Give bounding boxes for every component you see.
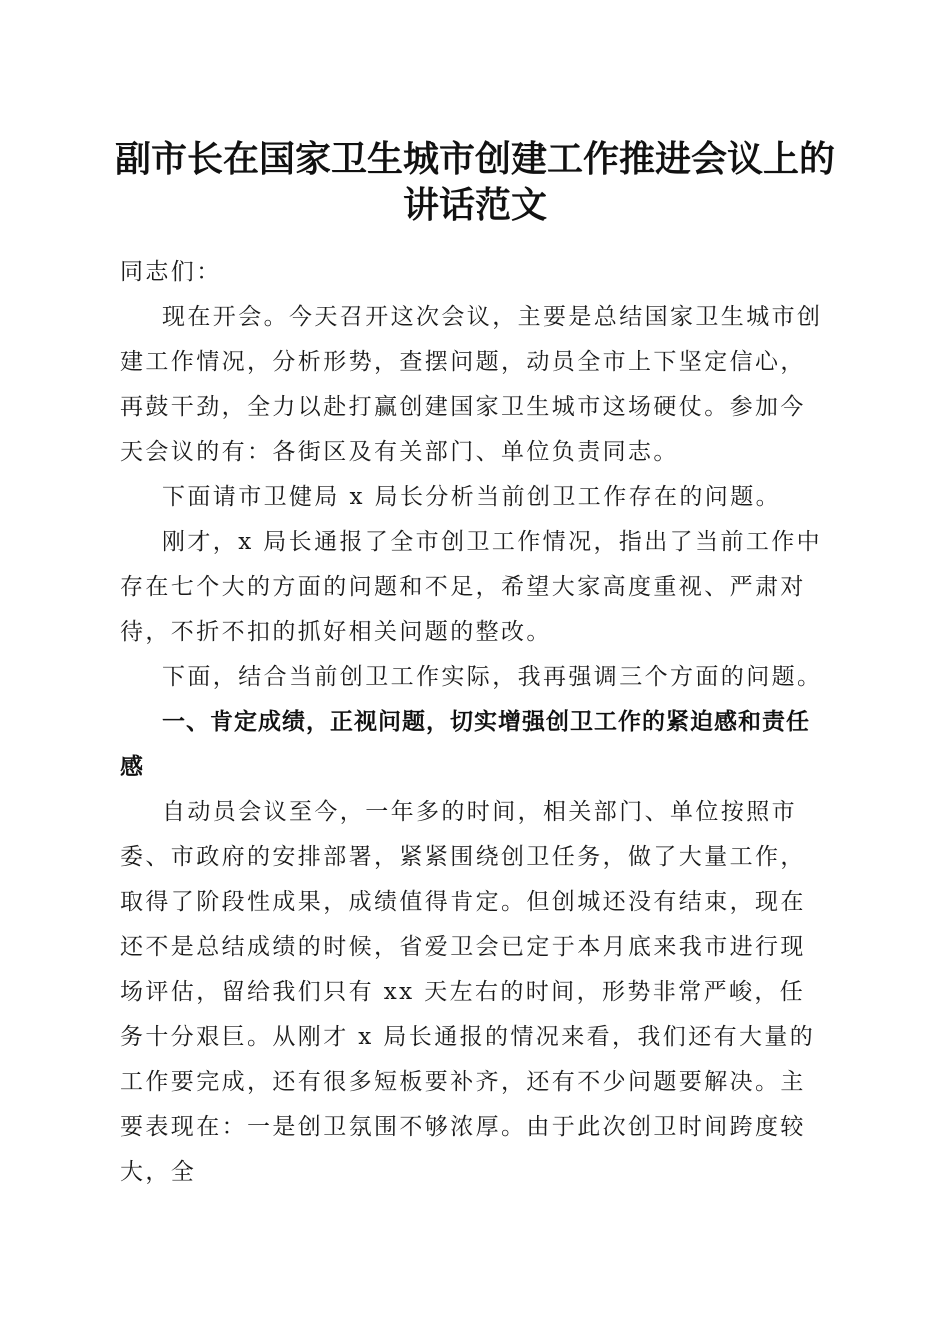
section-1-paragraph: 自动员会议至今，一年多的时间，相关部门、单位按照市委、市政府的安排部署，紧紧围绕创卫任务，做了大量工作，取得了阶段性成果，成绩值得肯定。但创城还没有结束，现在还不是总结成绩的时候，省爱卫会已定于本月底来我市进行现场评估，留给我们只有 xx 天左右的时间，形势非常严峻，任务十分艰巨。从刚才 x 局长通报的情况来看，我们还有大量的工作要完成，还有很多短板要补齐，还有不少问题要解决。主要表现在：一是创卫氛围不够浓厚。由于此次创卫时间跨度较大，全 <box>120 799 816 1185</box>
paragraph-invite-director: 下面请市卫健局 x 局长分析当前创卫工作存在的问题。 <box>162 484 781 510</box>
salutation: 同志们： <box>120 259 222 285</box>
paragraph-emphasis: 下面，结合当前创卫工作实际，我再强调三个方面的问题。 <box>162 664 823 690</box>
paragraph-director-report: 刚才，x 局长通报了全市创卫工作情况，指出了当前工作中存在七个大的方面的问题和不足，希望大家高度重视、严肃对待，不折不扣的抓好相关问题的整改。 <box>120 529 823 645</box>
document-body <box>120 250 830 1195</box>
paragraph-opening: 现在开会。今天召开这次会议，主要是总结国家卫生城市创建工作情况，分析形势，查摆问题，动员全市上下坚定信心，再鼓干劲，全力以赴打赢创建国家卫生城市这场硬仗。参加今天会议的有：各街区及有关部门、单位负责同志。 <box>120 304 823 465</box>
section-heading-1: 一、肯定成绩，正视问题，切实增强创卫工作的紧迫感和责任感 <box>120 709 810 780</box>
document-title-line-1: 副市长在国家卫生城市创建工作推进会议上的 <box>114 138 835 180</box>
document-title-line-2: 讲话范文 <box>402 184 547 226</box>
